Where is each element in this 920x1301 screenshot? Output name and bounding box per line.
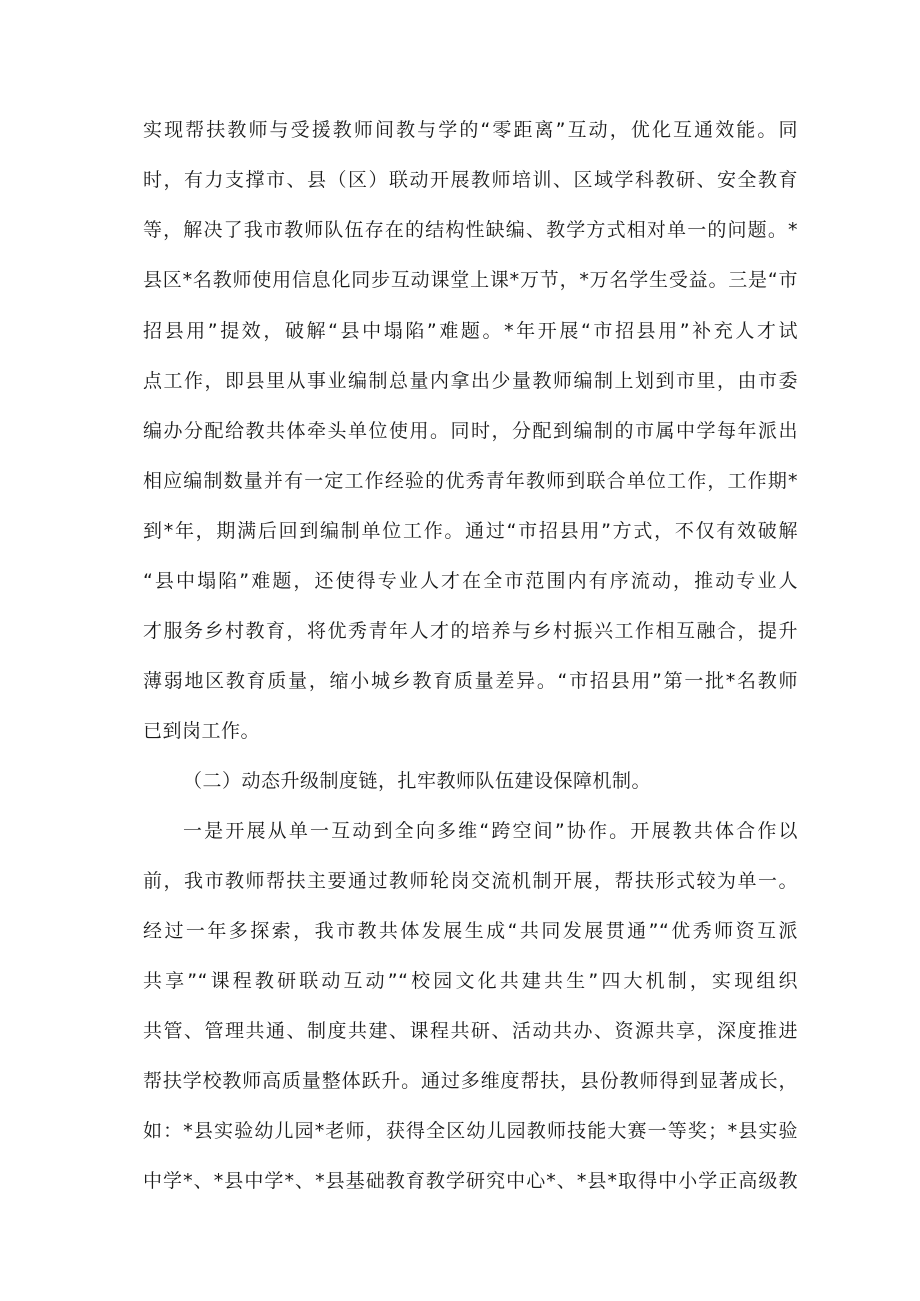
paragraph-first-line: 一是开展从单一互动到全向多维“跨空间”协作。开展教共体合作以	[183, 820, 798, 842]
body-text-line: 帮扶学校教师高质量整体跃升。通过多维度帮扶，县份教师得到显著成长，	[143, 1070, 798, 1092]
body-text-line: 如：*县实验幼儿园*老师，获得全区幼儿园教师技能大赛一等奖；*县实验	[143, 1120, 798, 1142]
body-text-line: 经过一年多探索，我市教共体发展生成“共同发展贯通”“优秀师资互派	[143, 920, 798, 942]
body-text-line: 已到岗工作。	[143, 720, 261, 742]
body-text-line: 招县用”提效，破解“县中塌陷”难题。*年开展“市招县用”补充人才试	[143, 320, 798, 342]
section-heading: （二）动态升级制度链，扎牢教师队伍建设保障机制。	[183, 770, 652, 792]
body-text-line: 县区*名教师使用信息化同步互动课堂上课*万节，*万名学生受益。三是“市	[143, 269, 798, 291]
body-text-line: 相应编制数量并有一定工作经验的优秀青年教师到联合单位工作，工作期*	[143, 470, 798, 492]
body-text-line: 时，有力支撑市、县（区）联动开展教师培训、区域学科教研、安全教育	[143, 169, 798, 191]
body-text-line: 共享”“课程教研联动互动”“校园文化共建共生”四大机制，实现组织	[143, 970, 798, 992]
body-text-line: 实现帮扶教师与受援教师间教与学的“零距离”互动，优化互通效能。同	[143, 119, 798, 141]
body-text-line: 才服务乡村教育，将优秀青年人才的培养与乡村振兴工作相互融合，提升	[143, 620, 798, 642]
body-text-line: 等，解决了我市教师队伍存在的结构性缺编、教学方式相对单一的问题。*	[143, 219, 798, 241]
body-text-line: 前，我市教师帮扶主要通过教师轮岗交流机制开展，帮扶形式较为单一。	[143, 870, 798, 892]
body-text-line: 点工作，即县里从事业编制总量内拿出少量教师编制上划到市里，由市委	[143, 370, 798, 392]
body-text-line: 中学*、*县中学*、*县基础教育教学研究中心*、*县*取得中小学正高级教	[143, 1170, 798, 1192]
body-text-line: 共管、管理共通、制度共建、课程共研、活动共办、资源共享，深度推进	[143, 1020, 798, 1042]
body-text-line: 编办分配给教共体牵头单位使用。同时，分配到编制的市属中学每年派出	[143, 420, 798, 442]
body-text-line: 薄弱地区教育质量，缩小城乡教育质量差异。“市招县用”第一批*名教师	[143, 670, 798, 692]
body-text-line: 到*年，期满后回到编制单位工作。通过“市招县用”方式，不仅有效破解	[143, 520, 798, 542]
body-text-line: “县中塌陷”难题，还使得专业人才在全市范围内有序流动，推动专业人	[143, 570, 798, 592]
